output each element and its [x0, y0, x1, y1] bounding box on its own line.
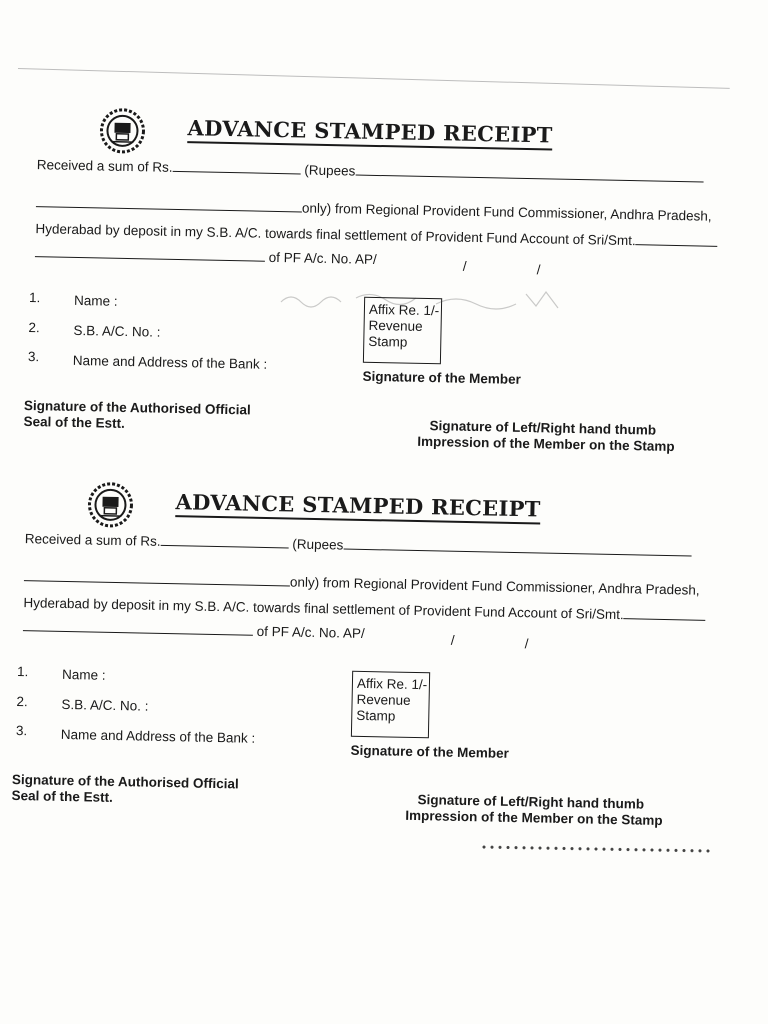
revenue-stamp-box[interactable]: Affix Re. 1/- Revenue Stamp — [363, 297, 442, 365]
member-signature-label: Signature of the Member — [362, 368, 522, 387]
sb-account-label: S.B. A/C. No. : — [73, 322, 161, 340]
revenue-stamp-box[interactable]: Affix Re. 1/- Revenue Stamp — [351, 671, 430, 739]
receipt-form-2 — [11, 478, 718, 862]
name-continue-blank[interactable] — [35, 244, 265, 262]
item-number: 1. — [16, 664, 29, 680]
receipt-title: ADVANCE STAMPED RECEIPT — [187, 115, 553, 150]
faint-handwriting-mark — [276, 284, 576, 314]
pf-slash-2: / — [536, 262, 541, 278]
thumb-impression-label: Impression of the Member on the Stamp — [417, 433, 675, 455]
authorised-signature-label: Signature of the Authorised Official — [11, 771, 239, 792]
thumb-signature-label: Signature of Left/Right hand thumb — [429, 418, 657, 438]
thumb-impression-label: Impression of the Member on the Stamp — [405, 807, 663, 829]
bank-address-label: Name and Address of the Bank : — [60, 726, 256, 746]
pf-slash-2: / — [524, 636, 529, 652]
item-number: 2. — [28, 320, 40, 336]
received-line: Received a sum of Rs. (Rupees — [25, 530, 692, 559]
amount-blank[interactable] — [172, 159, 300, 175]
item-number: 1. — [28, 290, 41, 306]
only-from-line: only) from Regional Provident Fund Commissioner, Andhra Pradesh, — [24, 568, 700, 598]
hyderabad-line: Hyderabad by deposit in my S.B. A/C. towards final settlement of Provident Fund Account of Sri/Smt. — [35, 220, 717, 250]
pf-slash-1: / — [450, 632, 455, 648]
pf-slash-1: / — [462, 258, 467, 274]
receipt-title: ADVANCE STAMPED RECEIPT — [175, 489, 541, 524]
name-continue-blank[interactable] — [23, 618, 253, 636]
member-name-blank[interactable] — [624, 606, 706, 621]
rupees-words-blank[interactable] — [24, 568, 290, 586]
seal-label: Seal of the Estt. — [23, 413, 126, 431]
pf-account-line: of PF A/c. No. AP/ — [35, 244, 377, 267]
hyderabad-line: Hyderabad by deposit in my S.B. A/C. towards final settlement of Provident Fund Account of Sri/Smt. — [23, 594, 705, 624]
epfo-emblem-icon — [87, 481, 134, 528]
member-name-blank[interactable] — [636, 232, 718, 247]
authorised-signature-label: Signature of the Authorised Official — [23, 397, 251, 418]
seal-label: Seal of the Estt. — [11, 787, 114, 805]
sb-account-label: S.B. A/C. No. : — [61, 696, 149, 714]
item-number: 3. — [15, 723, 28, 739]
received-line: Received a sum of Rs. (Rupees — [37, 156, 704, 185]
pf-account-line: of PF A/c. No. AP/ — [23, 618, 365, 641]
item-number: 3. — [27, 349, 40, 365]
amount-blank[interactable] — [160, 533, 288, 549]
name-label: Name : — [61, 666, 106, 683]
item-number: 2. — [16, 694, 28, 710]
scan-edge-line — [18, 68, 730, 89]
only-from-line: only) from Regional Provident Fund Commissioner, Andhra Pradesh, — [36, 194, 712, 224]
thumb-signature-label: Signature of Left/Right hand thumb — [417, 792, 645, 812]
rupees-blank[interactable] — [343, 537, 691, 557]
name-label: Name : — [73, 292, 118, 309]
rupees-words-blank[interactable] — [36, 194, 302, 212]
member-signature-label: Signature of the Member — [350, 742, 510, 761]
bank-address-label: Name and Address of the Bank : — [72, 352, 268, 372]
rupees-blank[interactable] — [355, 163, 703, 183]
epfo-emblem-icon — [99, 107, 146, 154]
